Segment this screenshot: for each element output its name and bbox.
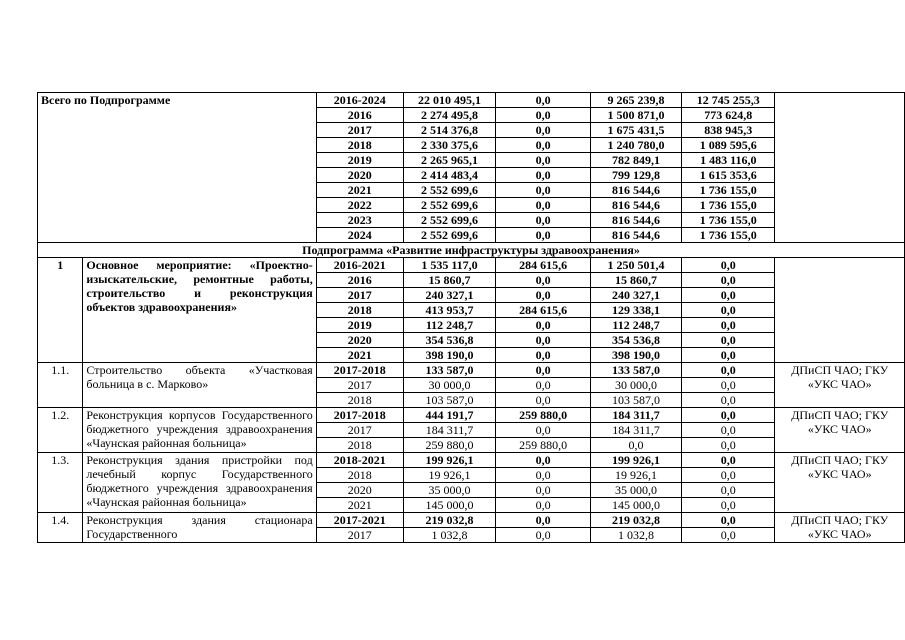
other-cell: 1 615 353,6 (682, 168, 775, 183)
period-cell: 2017 (316, 528, 403, 543)
other-cell: 0,0 (682, 363, 775, 378)
total-cell: 2 274 495,8 (403, 108, 495, 123)
total-cell: 354 536,8 (403, 333, 495, 348)
regional-cell: 816 544,6 (590, 228, 681, 243)
federal-cell: 0,0 (496, 153, 591, 168)
period-cell: 2024 (316, 228, 403, 243)
regional-cell: 184 311,7 (590, 423, 681, 438)
table-row (38, 243, 905, 258)
federal-cell: 0,0 (496, 138, 591, 153)
regional-cell: 184 311,7 (590, 408, 681, 423)
section-title: Подпрограмма «Развитие инфраструктуры здравоохранения» (38, 243, 905, 258)
responsible-cell: ДПиСП ЧАО; ГКУ «УКС ЧАО» (775, 513, 905, 543)
total-cell: 2 552 699,6 (403, 183, 495, 198)
federal-cell: 0,0 (496, 483, 591, 498)
total-cell: 133 587,0 (403, 363, 495, 378)
period-cell: 2018 (316, 393, 403, 408)
responsible-cell: ДПиСП ЧАО; ГКУ «УКС ЧАО» (775, 408, 905, 453)
period-cell: 2021 (316, 348, 403, 363)
period-cell: 2020 (316, 483, 403, 498)
regional-cell: 799 129,8 (590, 168, 681, 183)
total-cell: 145 000,0 (403, 498, 495, 513)
other-cell: 0,0 (682, 408, 775, 423)
item-number: 1.3. (38, 453, 83, 513)
total-cell: 2 552 699,6 (403, 198, 495, 213)
federal-cell: 0,0 (496, 453, 591, 468)
total-cell: 413 953,7 (403, 303, 495, 318)
other-cell: 0,0 (682, 288, 775, 303)
table-row (38, 408, 905, 423)
period-cell: 2018-2021 (316, 453, 403, 468)
total-cell: 35 000,0 (403, 483, 495, 498)
period-cell: 2022 (316, 198, 403, 213)
table-row (38, 258, 905, 273)
table-row (38, 453, 905, 468)
other-cell: 0,0 (682, 513, 775, 528)
period-cell: 2018 (316, 138, 403, 153)
other-cell: 0,0 (682, 483, 775, 498)
period-cell: 2017 (316, 423, 403, 438)
period-cell: 2017-2021 (316, 513, 403, 528)
regional-cell: 354 536,8 (590, 333, 681, 348)
other-cell: 1 736 155,0 (682, 183, 775, 198)
regional-cell: 1 250 501,4 (590, 258, 681, 273)
federal-cell: 0,0 (496, 318, 591, 333)
other-cell: 0,0 (682, 273, 775, 288)
total-cell: 2 552 699,6 (403, 213, 495, 228)
other-cell: 0,0 (682, 303, 775, 318)
total-cell: 2 414 483,4 (403, 168, 495, 183)
regional-cell: 35 000,0 (590, 483, 681, 498)
item-description: Строительство объекта «Участковая больница в с. Марково» (83, 363, 316, 408)
period-cell: 2018 (316, 468, 403, 483)
period-cell: 2018 (316, 303, 403, 318)
total-cell: 1 032,8 (403, 528, 495, 543)
item-description: Основное мероприятие: «Проектно-изыскательские, ремонтные работы, строительство и реконструкция объектов здравоохранения» (83, 258, 316, 363)
other-cell: 0,0 (682, 333, 775, 348)
total-cell: 2 330 375,6 (403, 138, 495, 153)
other-cell: 0,0 (682, 453, 775, 468)
federal-cell: 0,0 (496, 288, 591, 303)
federal-cell: 259 880,0 (496, 438, 591, 453)
total-cell: 2 514 376,8 (403, 123, 495, 138)
federal-cell: 284 615,6 (496, 303, 591, 318)
regional-cell: 816 544,6 (590, 183, 681, 198)
total-cell: 103 587,0 (403, 393, 495, 408)
period-cell: 2019 (316, 318, 403, 333)
federal-cell: 284 615,6 (496, 258, 591, 273)
total-cell: 1 535 117,0 (403, 258, 495, 273)
other-cell: 0,0 (682, 498, 775, 513)
other-cell: 12 745 255,3 (682, 93, 775, 108)
federal-cell: 0,0 (496, 228, 591, 243)
total-cell: 219 032,8 (403, 513, 495, 528)
regional-cell: 199 926,1 (590, 453, 681, 468)
total-cell: 398 190,0 (403, 348, 495, 363)
period-cell: 2020 (316, 333, 403, 348)
regional-cell: 816 544,6 (590, 213, 681, 228)
federal-cell: 0,0 (496, 393, 591, 408)
period-cell: 2023 (316, 213, 403, 228)
responsible-cell (775, 258, 905, 363)
federal-cell: 0,0 (496, 213, 591, 228)
other-cell: 0,0 (682, 393, 775, 408)
regional-cell: 1 500 871,0 (590, 108, 681, 123)
period-cell: 2016-2021 (316, 258, 403, 273)
period-cell: 2021 (316, 498, 403, 513)
period-cell: 2016-2024 (316, 93, 403, 108)
item-number: 1.2. (38, 408, 83, 453)
regional-cell: 1 675 431,5 (590, 123, 681, 138)
total-cell: 22 010 495,1 (403, 93, 495, 108)
regional-cell: 9 265 239,8 (590, 93, 681, 108)
regional-cell: 145 000,0 (590, 498, 681, 513)
total-cell: 259 880,0 (403, 438, 495, 453)
other-cell: 1 736 155,0 (682, 198, 775, 213)
other-cell: 0,0 (682, 348, 775, 363)
federal-cell: 0,0 (496, 468, 591, 483)
total-cell: 2 552 699,6 (403, 228, 495, 243)
responsible-cell: ДПиСП ЧАО; ГКУ «УКС ЧАО» (775, 363, 905, 408)
funding-table (37, 92, 905, 543)
responsible-cell: ДПиСП ЧАО; ГКУ «УКС ЧАО» (775, 453, 905, 513)
period-cell: 2017-2018 (316, 363, 403, 378)
period-cell: 2021 (316, 183, 403, 198)
regional-cell: 1 032,8 (590, 528, 681, 543)
regional-cell: 19 926,1 (590, 468, 681, 483)
federal-cell: 0,0 (496, 513, 591, 528)
item-number: 1.4. (38, 513, 83, 543)
federal-cell: 0,0 (496, 333, 591, 348)
item-number: 1 (38, 258, 83, 363)
regional-cell: 103 587,0 (590, 393, 681, 408)
other-cell: 1 089 595,6 (682, 138, 775, 153)
period-cell: 2017-2018 (316, 408, 403, 423)
federal-cell: 0,0 (496, 423, 591, 438)
federal-cell: 0,0 (496, 93, 591, 108)
regional-cell: 112 248,7 (590, 318, 681, 333)
federal-cell: 259 880,0 (496, 408, 591, 423)
period-cell: 2018 (316, 438, 403, 453)
total-cell: 444 191,7 (403, 408, 495, 423)
regional-cell: 15 860,7 (590, 273, 681, 288)
federal-cell: 0,0 (496, 498, 591, 513)
item-number: 1.1. (38, 363, 83, 408)
other-cell: 0,0 (682, 378, 775, 393)
other-cell: 1 483 116,0 (682, 153, 775, 168)
period-cell: 2017 (316, 123, 403, 138)
federal-cell: 0,0 (496, 348, 591, 363)
federal-cell: 0,0 (496, 528, 591, 543)
period-cell: 2020 (316, 168, 403, 183)
total-label: Всего по Подпрограмме (38, 93, 317, 243)
other-cell: 773 624,8 (682, 108, 775, 123)
federal-cell: 0,0 (496, 363, 591, 378)
other-cell: 838 945,3 (682, 123, 775, 138)
federal-cell: 0,0 (496, 198, 591, 213)
federal-cell: 0,0 (496, 123, 591, 138)
item-description: Реконструкция здания пристройки под лечебный корпус Государственного бюджетного учреждения здравоохранения «Чаунская районная больница» (83, 453, 316, 513)
table-row (38, 363, 905, 378)
total-cell: 112 248,7 (403, 318, 495, 333)
period-cell: 2019 (316, 153, 403, 168)
federal-cell: 0,0 (496, 168, 591, 183)
regional-cell: 782 849,1 (590, 153, 681, 168)
other-cell: 0,0 (682, 528, 775, 543)
total-cell: 2 265 965,1 (403, 153, 495, 168)
other-cell: 1 736 155,0 (682, 213, 775, 228)
other-cell: 1 736 155,0 (682, 228, 775, 243)
period-cell: 2017 (316, 288, 403, 303)
total-cell: 240 327,1 (403, 288, 495, 303)
regional-cell: 0,0 (590, 438, 681, 453)
total-cell: 184 311,7 (403, 423, 495, 438)
federal-cell: 0,0 (496, 378, 591, 393)
regional-cell: 133 587,0 (590, 363, 681, 378)
total-cell: 19 926,1 (403, 468, 495, 483)
other-cell: 0,0 (682, 423, 775, 438)
responsible-cell (775, 93, 905, 243)
total-cell: 30 000,0 (403, 378, 495, 393)
regional-cell: 240 327,1 (590, 288, 681, 303)
table-row (38, 513, 905, 528)
other-cell: 0,0 (682, 468, 775, 483)
regional-cell: 816 544,6 (590, 198, 681, 213)
federal-cell: 0,0 (496, 108, 591, 123)
item-description: Реконструкция корпусов Государственного бюджетного учреждения здравоохранения «Чаунская районная больница» (83, 408, 316, 453)
regional-cell: 129 338,1 (590, 303, 681, 318)
regional-cell: 30 000,0 (590, 378, 681, 393)
regional-cell: 219 032,8 (590, 513, 681, 528)
other-cell: 0,0 (682, 258, 775, 273)
period-cell: 2017 (316, 378, 403, 393)
period-cell: 2016 (316, 273, 403, 288)
other-cell: 0,0 (682, 438, 775, 453)
regional-cell: 398 190,0 (590, 348, 681, 363)
regional-cell: 1 240 780,0 (590, 138, 681, 153)
total-cell: 15 860,7 (403, 273, 495, 288)
period-cell: 2016 (316, 108, 403, 123)
total-cell: 199 926,1 (403, 453, 495, 468)
federal-cell: 0,0 (496, 183, 591, 198)
item-description: Реконструкция здания стационара Государственного (83, 513, 316, 543)
other-cell: 0,0 (682, 318, 775, 333)
table-body (38, 93, 905, 543)
table-row (38, 93, 905, 108)
federal-cell: 0,0 (496, 273, 591, 288)
